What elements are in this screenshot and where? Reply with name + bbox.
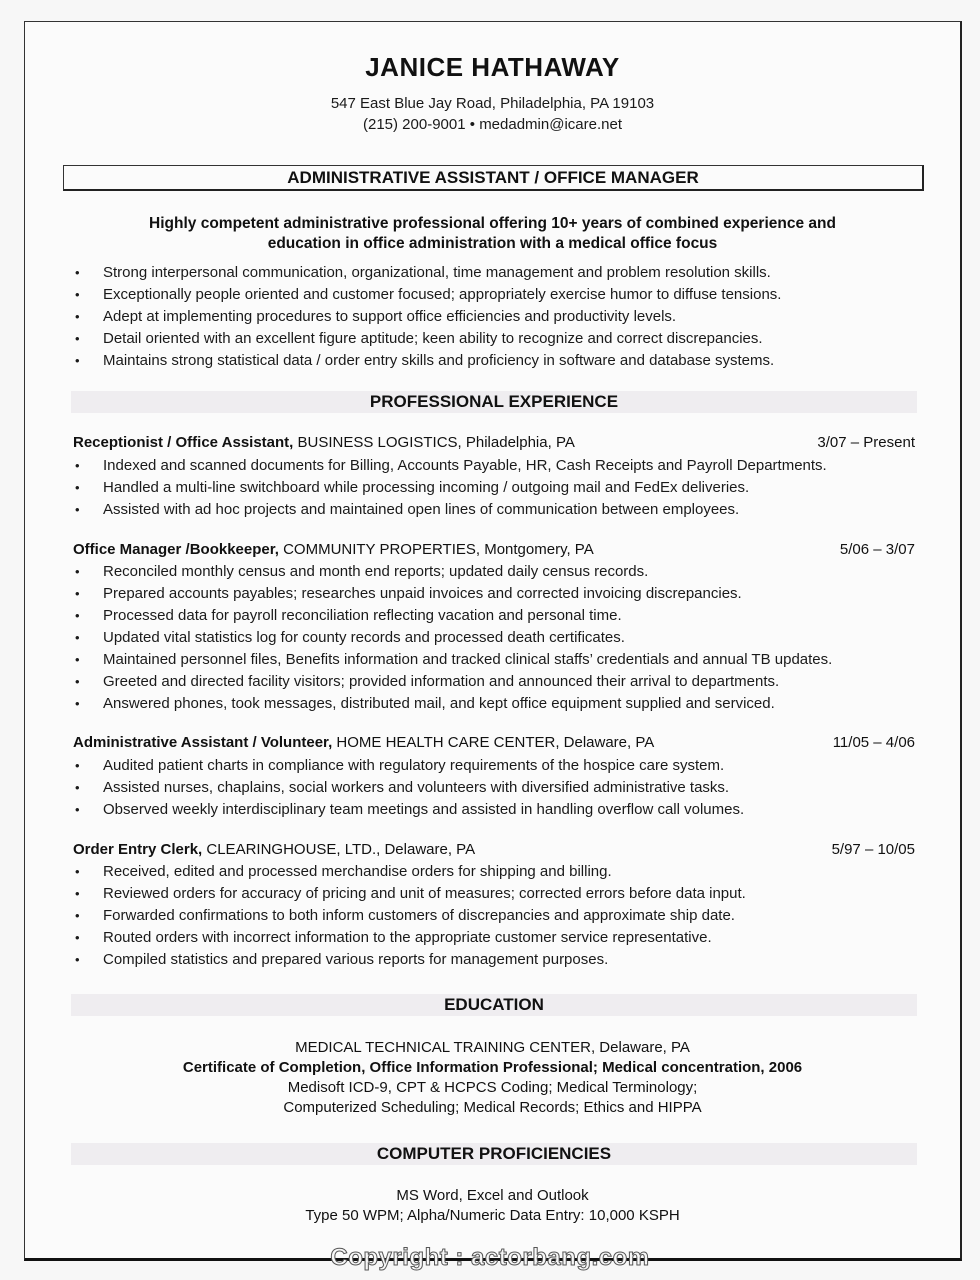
list-item: • Strong interpersonal communication, organizational, time management and problem resolution skills. — [71, 262, 951, 284]
summary-statement — [25, 214, 960, 254]
job-header — [73, 433, 915, 453]
school-name: MEDICAL TECHNICAL TRAINING CENTER, Delaware, PA — [295, 1039, 690, 1056]
bullet-icon: • — [75, 586, 80, 601]
list-item: • Reviewed orders for accuracy of pricing and unit of measures; corrected errors before data input. — [71, 883, 951, 905]
job-bullets — [71, 861, 951, 971]
job-header — [73, 540, 915, 560]
certificate: Certificate of Completion, Office Information Professional; Medical concentration, 2006 — [182, 1059, 803, 1076]
bullet-icon: • — [75, 758, 80, 773]
software-skills: MS Word, Excel and Outlook — [396, 1187, 589, 1204]
bullet-icon: • — [75, 458, 80, 473]
job-role: Receptionist / Office Assistant, — [73, 434, 294, 451]
coursework-line-2: Computerized Scheduling; Medical Records; Ethics and HIPPA — [283, 1099, 702, 1116]
phone: (215) 200-9001 — [363, 116, 466, 133]
list-item: • Audited patient charts in compliance with regulatory requirements of the hospice care system. — [71, 755, 951, 777]
job-role: Administrative Assistant / Volunteer, — [73, 734, 333, 751]
list-item: • Assisted nurses, chaplains, social workers and volunteers with diversified administrative tasks. — [71, 777, 951, 799]
job-employer: HOME HEALTH CARE CENTER, Delaware, PA — [332, 734, 655, 751]
job-dates: 11/05 – 4/06 — [832, 734, 915, 751]
list-item: • Updated vital statistics log for county records and processed death certificates. — [71, 627, 951, 649]
bullet-icon: • — [75, 696, 80, 711]
separator-dot: • — [469, 116, 476, 133]
bullet-icon: • — [75, 802, 80, 817]
section-heading-computer: COMPUTER PROFICIENCIES — [71, 1143, 917, 1165]
bullet-icon: • — [75, 908, 80, 923]
bullet-icon: • — [75, 564, 80, 579]
bullet-icon: • — [75, 608, 80, 623]
list-item: • Compiled statistics and prepared various reports for management purposes. — [71, 949, 951, 971]
summary-bullets — [71, 262, 951, 372]
bullet-icon: • — [75, 952, 80, 967]
bullet-icon: • — [75, 886, 80, 901]
list-item: • Answered phones, took messages, distributed mail, and kept office equipment supplied and serviced. — [71, 693, 951, 715]
address: 547 East Blue Jay Road, Philadelphia, PA 19103 — [330, 95, 655, 112]
list-item: • Reconciled monthly census and month end reports; updated daily census records. — [71, 561, 951, 583]
job-employer: COMMUNITY PROPERTIES, Montgomery, PA — [278, 541, 594, 558]
bullet-icon: • — [75, 309, 80, 324]
list-item: • Greeted and directed facility visitors; provided information and announced their arrival to departments. — [71, 671, 951, 693]
bullet-icon: • — [75, 353, 80, 368]
job-bullets — [71, 755, 951, 821]
job-bullets — [71, 455, 951, 521]
list-item: • Detail oriented with an excellent figure aptitude; keen ability to recognize and correct discrepancies. — [71, 328, 951, 350]
contact-line — [25, 116, 960, 133]
resume-page — [24, 21, 962, 1261]
list-item: • Handled a multi-line switchboard while processing incoming / outgoing mail and FedEx deliveries. — [71, 477, 951, 499]
job-role: Office Manager /Bookkeeper, — [73, 541, 279, 558]
list-item: • Indexed and scanned documents for Billing, Accounts Payable, HR, Cash Receipts and Payroll Departments. — [71, 455, 951, 477]
bullet-icon: • — [75, 630, 80, 645]
bullet-icon: • — [75, 780, 80, 795]
list-item: • Exceptionally people oriented and customer focused; appropriately exercise humor to diffuse tensions. — [71, 284, 951, 306]
bullet-icon: • — [75, 864, 80, 879]
section-heading-experience: PROFESSIONAL EXPERIENCE — [71, 391, 917, 413]
bullet-icon: • — [75, 674, 80, 689]
list-item: • Routed orders with incorrect information to the appropriate customer service representative. — [71, 927, 951, 949]
candidate-name: JANICE HATHAWAY — [365, 52, 620, 82]
list-item: • Processed data for payroll reconciliation reflecting vacation and personal time. — [71, 605, 951, 627]
job-header — [73, 840, 915, 860]
email: medadmin@icare.net — [479, 116, 622, 133]
job-employer: BUSINESS LOGISTICS, Philadelphia, PA — [293, 434, 575, 451]
summary-line-1: Highly competent administrative professional offering 10+ years of combined experience and — [149, 215, 836, 232]
job-bullets — [71, 561, 951, 715]
coursework-line-1: Medisoft ICD-9, CPT & HCPCS Coding; Medical Terminology; — [287, 1079, 698, 1096]
job-dates: 3/07 – Present — [817, 434, 915, 451]
bullet-icon: • — [75, 265, 80, 280]
bullet-icon: • — [75, 502, 80, 517]
job-title-banner: ADMINISTRATIVE ASSISTANT / OFFICE MANAGER — [63, 165, 924, 191]
bullet-icon: • — [75, 480, 80, 495]
list-item: • Assisted with ad hoc projects and maintained open lines of communication between employees. — [71, 499, 951, 521]
bullet-icon: • — [75, 930, 80, 945]
bullet-icon: • — [75, 287, 80, 302]
summary-line-2: education in office administration with a medical office focus — [267, 235, 718, 252]
job-employer: CLEARINGHOUSE, LTD., Delaware, PA — [202, 841, 476, 858]
list-item: • Observed weekly interdisciplinary team meetings and assisted in handling overflow call volumes. — [71, 799, 951, 821]
list-item: • Maintained personnel files, Benefits information and tracked clinical staffs’ credentials and annual TB updates. — [71, 649, 951, 671]
job-role: Order Entry Clerk, — [73, 841, 203, 858]
list-item: • Adept at implementing procedures to support office efficiencies and productivity levels. — [71, 306, 951, 328]
bullet-icon: • — [75, 331, 80, 346]
list-item: • Received, edited and processed merchandise orders for shipping and billing. — [71, 861, 951, 883]
copyright-watermark: Copyright : actorbang.com — [330, 1244, 650, 1271]
job-dates: 5/06 – 3/07 — [839, 541, 915, 558]
job-header — [73, 733, 915, 753]
typing-skills: Type 50 WPM; Alpha/Numeric Data Entry: 10,000 KSPH — [305, 1207, 680, 1224]
list-item: • Forwarded confirmations to both inform customers of discrepancies and approximate ship date. — [71, 905, 951, 927]
job-dates: 5/97 – 10/05 — [831, 841, 915, 858]
bullet-icon: • — [75, 652, 80, 667]
list-item: • Prepared accounts payables; researches unpaid invoices and corrected invoicing discrepancies. — [71, 583, 951, 605]
section-heading-education: EDUCATION — [71, 994, 917, 1016]
list-item: • Maintains strong statistical data / order entry skills and proficiency in software and database systems. — [71, 350, 951, 372]
